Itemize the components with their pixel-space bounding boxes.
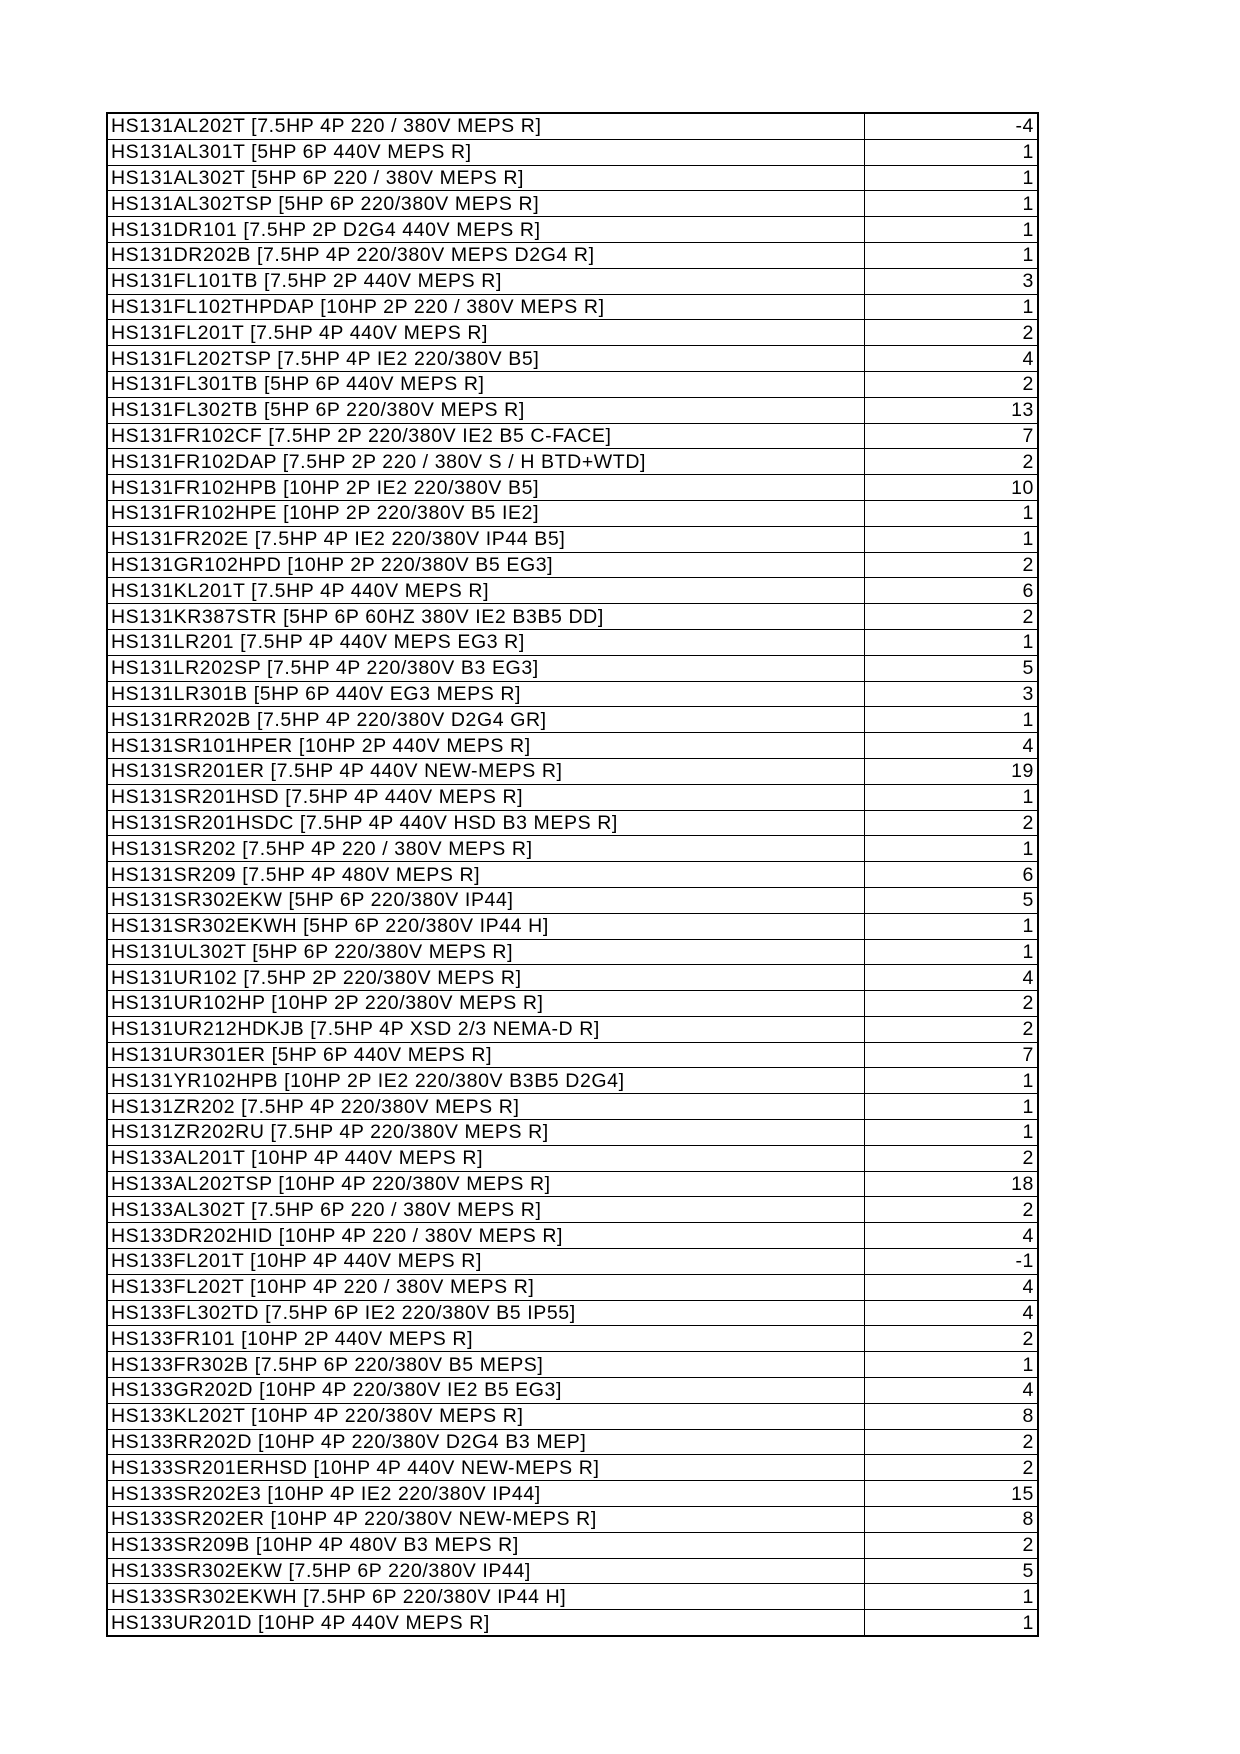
table-row — [107, 371, 1038, 397]
item-description-cell: HS131AL302T [5HP 6P 220 / 380V MEPS R] — [107, 165, 864, 191]
item-description-cell: HS131KL201T [7.5HP 4P 440V MEPS R] — [107, 578, 864, 604]
item-quantity-cell: 1 — [864, 1610, 1038, 1636]
table-row — [107, 629, 1038, 655]
item-description-cell: HS133SR202ER [10HP 4P 220/380V NEW-MEPS R] — [107, 1507, 864, 1533]
item-description-cell: HS131SR302EKWH [5HP 6P 220/380V IP44 H] — [107, 913, 864, 939]
item-description-cell: HS131ZR202RU [7.5HP 4P 220/380V MEPS R] — [107, 1120, 864, 1146]
item-quantity-cell: 1 — [864, 294, 1038, 320]
table-row — [107, 939, 1038, 965]
table-row — [107, 1558, 1038, 1584]
table-row — [107, 1042, 1038, 1068]
table-row — [107, 1171, 1038, 1197]
table-row — [107, 862, 1038, 888]
item-quantity-cell: 4 — [864, 1274, 1038, 1300]
item-description-cell: HS131DR101 [7.5HP 2P D2G4 440V MEPS R] — [107, 217, 864, 243]
item-description-cell: HS131SR201HSDC [7.5HP 4P 440V HSD B3 MEPS R] — [107, 810, 864, 836]
item-description-cell: HS131FR102CF [7.5HP 2P 220/380V IE2 B5 C-FACE] — [107, 423, 864, 449]
table-row — [107, 604, 1038, 630]
item-description-cell: HS133AL202TSP [10HP 4P 220/380V MEPS R] — [107, 1171, 864, 1197]
item-description-cell: HS131UL302T [5HP 6P 220/380V MEPS R] — [107, 939, 864, 965]
item-quantity-cell: 10 — [864, 475, 1038, 501]
item-description-cell: HS131UR301ER [5HP 6P 440V MEPS R] — [107, 1042, 864, 1068]
item-description-cell: HS131SR302EKW [5HP 6P 220/380V IP44] — [107, 887, 864, 913]
item-description-cell: HS131SR209 [7.5HP 4P 480V MEPS R] — [107, 862, 864, 888]
item-description-cell: HS131UR212HDKJB [7.5HP 4P XSD 2/3 NEMA-D R] — [107, 1016, 864, 1042]
item-quantity-cell: 1 — [864, 526, 1038, 552]
table-row — [107, 707, 1038, 733]
item-quantity-cell: 3 — [864, 268, 1038, 294]
table-row — [107, 217, 1038, 243]
item-quantity-cell: 1 — [864, 242, 1038, 268]
table-row — [107, 758, 1038, 784]
item-quantity-cell: 5 — [864, 1558, 1038, 1584]
table-row — [107, 191, 1038, 217]
table-row — [107, 733, 1038, 759]
item-description-cell: HS131AL202T [7.5HP 4P 220 / 380V MEPS R] — [107, 113, 864, 139]
table-row — [107, 1094, 1038, 1120]
item-quantity-cell: 2 — [864, 371, 1038, 397]
table-row — [107, 965, 1038, 991]
document-page — [106, 112, 1037, 1637]
item-description-cell: HS131ZR202 [7.5HP 4P 220/380V MEPS R] — [107, 1094, 864, 1120]
item-quantity-cell: 1 — [864, 913, 1038, 939]
item-quantity-cell: 4 — [864, 965, 1038, 991]
item-quantity-cell: 4 — [864, 1300, 1038, 1326]
table-row — [107, 294, 1038, 320]
item-quantity-cell: 2 — [864, 320, 1038, 346]
table-row — [107, 810, 1038, 836]
table-row — [107, 1481, 1038, 1507]
table-row — [107, 346, 1038, 372]
table-row — [107, 139, 1038, 165]
table-row — [107, 500, 1038, 526]
table-row — [107, 242, 1038, 268]
table-row — [107, 1145, 1038, 1171]
item-description-cell: HS133SR201ERHSD [10HP 4P 440V NEW-MEPS R] — [107, 1455, 864, 1481]
item-quantity-cell: 1 — [864, 784, 1038, 810]
item-description-cell: HS133KL202T [10HP 4P 220/380V MEPS R] — [107, 1403, 864, 1429]
item-quantity-cell: 4 — [864, 346, 1038, 372]
item-description-cell: HS133FL201T [10HP 4P 440V MEPS R] — [107, 1249, 864, 1275]
stock-table — [106, 112, 1039, 1637]
table-row — [107, 475, 1038, 501]
item-description-cell: HS131FR102HPB [10HP 2P IE2 220/380V B5] — [107, 475, 864, 501]
table-row — [107, 1378, 1038, 1404]
item-quantity-cell: 2 — [864, 1455, 1038, 1481]
item-description-cell: HS131FL101TB [7.5HP 2P 440V MEPS R] — [107, 268, 864, 294]
item-description-cell: HS133AL201T [10HP 4P 440V MEPS R] — [107, 1145, 864, 1171]
table-row — [107, 1223, 1038, 1249]
item-description-cell: HS131GR102HPD [10HP 2P 220/380V B5 EG3] — [107, 552, 864, 578]
item-description-cell: HS131SR201ER [7.5HP 4P 440V NEW-MEPS R] — [107, 758, 864, 784]
item-description-cell: HS133SR302EKW [7.5HP 6P 220/380V IP44] — [107, 1558, 864, 1584]
item-description-cell: HS131FL102THPDAP [10HP 2P 220 / 380V MEPS R] — [107, 294, 864, 320]
item-description-cell: HS133SR302EKWH [7.5HP 6P 220/380V IP44 H] — [107, 1584, 864, 1610]
table-row — [107, 784, 1038, 810]
item-quantity-cell: 2 — [864, 1532, 1038, 1558]
item-description-cell: HS133FL302TD [7.5HP 6P IE2 220/380V B5 IP55] — [107, 1300, 864, 1326]
item-quantity-cell: 2 — [864, 1016, 1038, 1042]
item-quantity-cell: 1 — [864, 1068, 1038, 1094]
table-row — [107, 1584, 1038, 1610]
table-row — [107, 165, 1038, 191]
item-quantity-cell: 8 — [864, 1403, 1038, 1429]
item-description-cell: HS133SR209B [10HP 4P 480V B3 MEPS R] — [107, 1532, 864, 1558]
item-quantity-cell: 5 — [864, 887, 1038, 913]
item-quantity-cell: 13 — [864, 397, 1038, 423]
item-quantity-cell: 7 — [864, 423, 1038, 449]
item-description-cell: HS133FL202T [10HP 4P 220 / 380V MEPS R] — [107, 1274, 864, 1300]
item-quantity-cell: 4 — [864, 733, 1038, 759]
item-quantity-cell: 7 — [864, 1042, 1038, 1068]
item-quantity-cell: 1 — [864, 939, 1038, 965]
item-description-cell: HS131LR202SP [7.5HP 4P 220/380V B3 EG3] — [107, 655, 864, 681]
item-description-cell: HS131FL201T [7.5HP 4P 440V MEPS R] — [107, 320, 864, 346]
item-quantity-cell: 5 — [864, 655, 1038, 681]
table-row — [107, 526, 1038, 552]
table-row — [107, 887, 1038, 913]
item-description-cell: HS131LR301B [5HP 6P 440V EG3 MEPS R] — [107, 681, 864, 707]
table-row — [107, 1249, 1038, 1275]
item-description-cell: HS133FR101 [10HP 2P 440V MEPS R] — [107, 1326, 864, 1352]
item-quantity-cell: 3 — [864, 681, 1038, 707]
item-quantity-cell: 2 — [864, 991, 1038, 1017]
item-quantity-cell: -1 — [864, 1249, 1038, 1275]
item-description-cell: HS131UR102 [7.5HP 2P 220/380V MEPS R] — [107, 965, 864, 991]
table-row — [107, 578, 1038, 604]
table-row — [107, 1507, 1038, 1533]
table-row — [107, 913, 1038, 939]
table-row — [107, 1197, 1038, 1223]
table-row — [107, 1352, 1038, 1378]
table-row — [107, 113, 1038, 139]
item-quantity-cell: 4 — [864, 1223, 1038, 1249]
table-row — [107, 1300, 1038, 1326]
table-row — [107, 1610, 1038, 1636]
table-row — [107, 552, 1038, 578]
item-quantity-cell: 1 — [864, 1094, 1038, 1120]
item-quantity-cell: 2 — [864, 1326, 1038, 1352]
item-description-cell: HS131FL302TB [5HP 6P 220/380V MEPS R] — [107, 397, 864, 423]
table-row — [107, 1455, 1038, 1481]
table-row — [107, 836, 1038, 862]
table-row — [107, 1016, 1038, 1042]
item-quantity-cell: 6 — [864, 578, 1038, 604]
table-row — [107, 681, 1038, 707]
table-row — [107, 1429, 1038, 1455]
table-row — [107, 320, 1038, 346]
table-row — [107, 1120, 1038, 1146]
item-description-cell: HS133RR202D [10HP 4P 220/380V D2G4 B3 MEP] — [107, 1429, 864, 1455]
item-quantity-cell: 18 — [864, 1171, 1038, 1197]
item-description-cell: HS133SR202E3 [10HP 4P IE2 220/380V IP44] — [107, 1481, 864, 1507]
item-description-cell: HS131RR202B [7.5HP 4P 220/380V D2G4 GR] — [107, 707, 864, 733]
item-description-cell: HS131FR102HPE [10HP 2P 220/380V B5 IE2] — [107, 500, 864, 526]
item-quantity-cell: 2 — [864, 449, 1038, 475]
table-row — [107, 1274, 1038, 1300]
item-quantity-cell: 2 — [864, 1145, 1038, 1171]
item-description-cell: HS131AL301T [5HP 6P 440V MEPS R] — [107, 139, 864, 165]
table-row — [107, 1403, 1038, 1429]
item-quantity-cell: 1 — [864, 191, 1038, 217]
item-quantity-cell: 2 — [864, 552, 1038, 578]
item-description-cell: HS131SR202 [7.5HP 4P 220 / 380V MEPS R] — [107, 836, 864, 862]
item-quantity-cell: 1 — [864, 500, 1038, 526]
item-quantity-cell: 19 — [864, 758, 1038, 784]
item-description-cell: HS131UR102HP [10HP 2P 220/380V MEPS R] — [107, 991, 864, 1017]
item-quantity-cell: 1 — [864, 139, 1038, 165]
item-description-cell: HS133FR302B [7.5HP 6P 220/380V B5 MEPS] — [107, 1352, 864, 1378]
table-row — [107, 1326, 1038, 1352]
item-quantity-cell: -4 — [864, 113, 1038, 139]
item-description-cell: HS131DR202B [7.5HP 4P 220/380V MEPS D2G4 R] — [107, 242, 864, 268]
item-description-cell: HS131KR387STR [5HP 6P 60HZ 380V IE2 B3B5 DD] — [107, 604, 864, 630]
item-quantity-cell: 1 — [864, 1584, 1038, 1610]
item-description-cell: HS131LR201 [7.5HP 4P 440V MEPS EG3 R] — [107, 629, 864, 655]
item-description-cell: HS131FR202E [7.5HP 4P IE2 220/380V IP44 B5] — [107, 526, 864, 552]
item-description-cell: HS133DR202HID [10HP 4P 220 / 380V MEPS R] — [107, 1223, 864, 1249]
stock-table-body — [107, 113, 1038, 1636]
item-quantity-cell: 4 — [864, 1378, 1038, 1404]
table-row — [107, 991, 1038, 1017]
item-description-cell: HS131FL202TSP [7.5HP 4P IE2 220/380V B5] — [107, 346, 864, 372]
item-quantity-cell: 8 — [864, 1507, 1038, 1533]
item-description-cell: HS131AL302TSP [5HP 6P 220/380V MEPS R] — [107, 191, 864, 217]
item-description-cell: HS131SR201HSD [7.5HP 4P 440V MEPS R] — [107, 784, 864, 810]
item-description-cell: HS131YR102HPB [10HP 2P IE2 220/380V B3B5 D2G4] — [107, 1068, 864, 1094]
item-quantity-cell: 15 — [864, 1481, 1038, 1507]
item-quantity-cell: 2 — [864, 604, 1038, 630]
item-description-cell: HS133UR201D [10HP 4P 440V MEPS R] — [107, 1610, 864, 1636]
table-row — [107, 423, 1038, 449]
item-quantity-cell: 1 — [864, 836, 1038, 862]
item-quantity-cell: 1 — [864, 707, 1038, 733]
table-row — [107, 1068, 1038, 1094]
item-description-cell: HS131FR102DAP [7.5HP 2P 220 / 380V S / H BTD+WTD] — [107, 449, 864, 475]
item-quantity-cell: 1 — [864, 165, 1038, 191]
table-row — [107, 655, 1038, 681]
table-row — [107, 397, 1038, 423]
table-row — [107, 449, 1038, 475]
table-row — [107, 1532, 1038, 1558]
item-quantity-cell: 1 — [864, 1120, 1038, 1146]
item-description-cell: HS133GR202D [10HP 4P 220/380V IE2 B5 EG3] — [107, 1378, 864, 1404]
item-quantity-cell: 2 — [864, 1429, 1038, 1455]
item-quantity-cell: 1 — [864, 1352, 1038, 1378]
item-quantity-cell: 1 — [864, 629, 1038, 655]
item-description-cell: HS133AL302T [7.5HP 6P 220 / 380V MEPS R] — [107, 1197, 864, 1223]
item-quantity-cell: 1 — [864, 217, 1038, 243]
item-description-cell: HS131FL301TB [5HP 6P 440V MEPS R] — [107, 371, 864, 397]
item-quantity-cell: 2 — [864, 810, 1038, 836]
item-description-cell: HS131SR101HPER [10HP 2P 440V MEPS R] — [107, 733, 864, 759]
item-quantity-cell: 6 — [864, 862, 1038, 888]
item-quantity-cell: 2 — [864, 1197, 1038, 1223]
table-row — [107, 268, 1038, 294]
